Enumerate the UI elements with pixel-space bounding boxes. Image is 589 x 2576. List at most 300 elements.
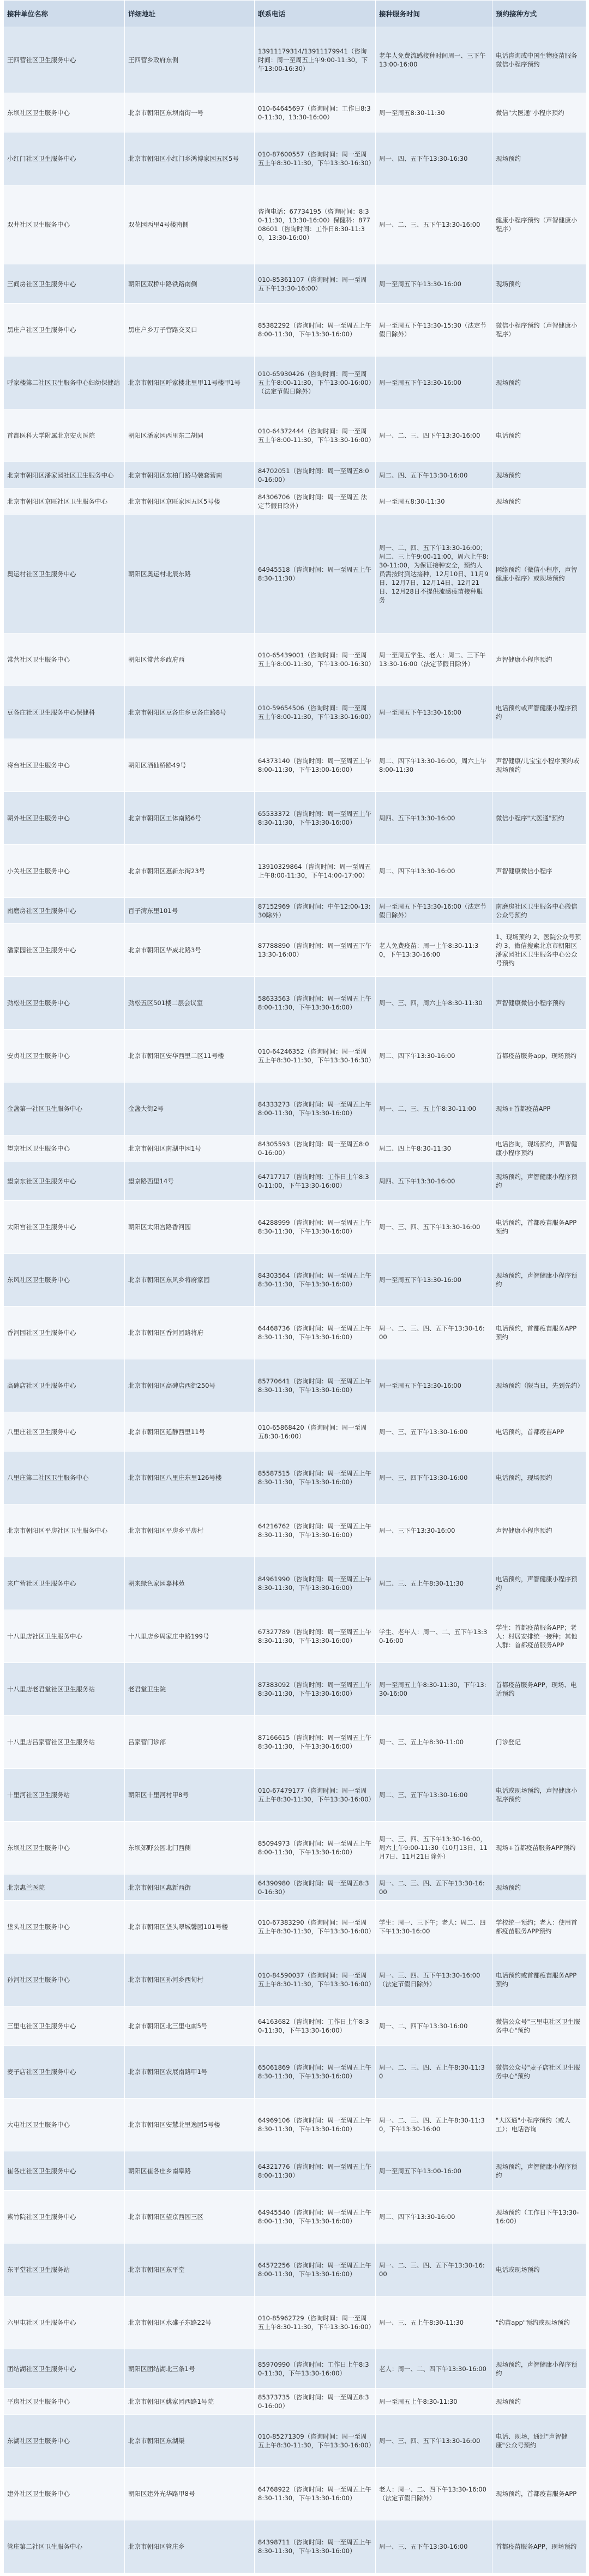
- cell-service-time: 周二、四下午13:30-16:00: [376, 1030, 492, 1083]
- cell-unit-name: 东湖社区卫生服务中心: [4, 2415, 125, 2468]
- table-row: [4, 1254, 586, 1307]
- cell-unit-name: 十里河社区卫生服务站: [4, 1769, 125, 1822]
- table-row: [4, 304, 586, 356]
- cell-phone: 85373735（咨询时间：周一至周五8:30-16:00）: [255, 2388, 376, 2415]
- cell-address: 双花园西里4号楼南侧: [125, 185, 255, 264]
- cell-phone: 64163682（咨询时间：工作日上午8:30-11:30，下午13:30-16:00）: [255, 2006, 376, 2046]
- cell-unit-name: 北京惠兰医院: [4, 1874, 125, 1901]
- cell-unit-name: 常营社区卫生服务中心: [4, 633, 125, 686]
- cell-unit-name: 潘家园社区卫生服务中心: [4, 924, 125, 977]
- table-row: [4, 2006, 586, 2046]
- cell-address: 朝阳区十里河村甲8号: [125, 1769, 255, 1822]
- cell-address: 北京市朝阳区工体南路6号: [125, 792, 255, 845]
- cell-service-time: 周一、三、四、五下午13:30-16:00，周六上午9:00-11:30（10月13日、11月7日、11月21日除外）: [376, 1822, 492, 1874]
- cell-unit-name: 东坝社区卫生服务中心: [4, 93, 125, 132]
- table-row: [4, 1359, 586, 1412]
- cell-unit-name: 安贞社区卫生服务中心: [4, 1030, 125, 1083]
- cell-service-time: 周一、二、三、四、五下午13:30-16:00: [376, 2244, 492, 2296]
- table-row: [4, 2151, 586, 2191]
- cell-address: 北京市朝阳区垡头翠城馨园101号楼: [125, 1901, 255, 1954]
- cell-unit-name: 呼家楼第二社区卫生服务中心妇幼保健站: [4, 356, 125, 409]
- cell-service-time: 周一、二、三、四、五下午13:30-16:00: [376, 1874, 492, 1901]
- cell-booking-method: 微信"大医通"小程序预约: [492, 93, 586, 132]
- cell-unit-name: 十八里店老君堂社区卫生服务站: [4, 1663, 125, 1716]
- cell-address: 北京市朝阳区高碑店西街250号: [125, 1359, 255, 1412]
- cell-address: 朝阳区奥运村北辰东路: [125, 515, 255, 633]
- cell-service-time: 周二、三、五上午8:30-11:30: [376, 1557, 492, 1610]
- cell-address: 朝阳区崔各庄乡南皋路: [125, 2151, 255, 2191]
- table-row: [4, 2388, 586, 2415]
- cell-address: 北京市朝阳区香河园路将府: [125, 1307, 255, 1359]
- cell-address: 朝阳区酒仙桥路49号: [125, 739, 255, 792]
- cell-address: 百子湾东里101号: [125, 898, 255, 924]
- cell-booking-method: 电话预约: [492, 409, 586, 462]
- cell-service-time: 周一、三下午13:30-16:00: [376, 1504, 492, 1557]
- cell-unit-name: 望京社区卫生服务中心: [4, 1135, 125, 1162]
- cell-phone: 84333273（咨询时间：周一至周五上午8:00-11:30，下午13:30-16:00）: [255, 1083, 376, 1135]
- cell-unit-name: 管庄第二社区卫生服务中心: [4, 2520, 125, 2573]
- cell-booking-method: 电话预约或首都疫苗服务APP预约: [492, 1954, 586, 2006]
- cell-unit-name: 南磨房社区卫生服务中心: [4, 898, 125, 924]
- cell-booking-method: 网络预约（微信小程序，声智健康小程序）或现场预约: [492, 515, 586, 633]
- cell-booking-method: 微信公众号"三里屯社区卫生服务中心"预约: [492, 2006, 586, 2046]
- cell-service-time: 周一、三、四、五下午13:30-16:00: [376, 1201, 492, 1254]
- table-header-row: [4, 1, 586, 27]
- cell-service-time: 周一至周五下午13:30-16:00: [376, 1254, 492, 1307]
- cell-unit-name: 三间房社区卫生服务中心: [4, 264, 125, 304]
- table-row: [4, 686, 586, 739]
- cell-phone: 64717717（咨询时间：工作日上午8:30-11:00，下午13:30-16:00）: [255, 1162, 376, 1201]
- table-row: [4, 1307, 586, 1359]
- cell-address: 北京市朝阳区东湖渠: [125, 2415, 255, 2468]
- cell-phone: 85770641（咨询时间：周一至周五上午8:30-11:30，下午13:30-16:00）: [255, 1359, 376, 1412]
- cell-service-time: 周一、三、五上午8:30-11:00: [376, 1716, 492, 1769]
- table-row: [4, 2099, 586, 2151]
- cell-service-time: 老人免费疫苗：周一上午8:30-11:30，下午13:30-16:00: [376, 924, 492, 977]
- cell-unit-name: 八里庄第二社区卫生服务中心: [4, 1452, 125, 1504]
- cell-booking-method: 现场预约: [492, 2388, 586, 2415]
- cell-service-time: 周一至周五上午8:30-11:30，下午13:30-16:00: [376, 1663, 492, 1716]
- cell-address: 劲松五区501楼二层会议室: [125, 977, 255, 1030]
- cell-service-time: 周一、二、三、五上午8:30-11:00: [376, 1083, 492, 1135]
- cell-service-time: 周一、三、四下午13:30-16:00: [376, 1452, 492, 1504]
- cell-booking-method: 首都疫苗服务APP，现场、电话预约: [492, 1663, 586, 1716]
- cell-unit-name: 六里屯社区卫生服务中心: [4, 2296, 125, 2349]
- table-row: [4, 1954, 586, 2006]
- cell-phone: 64373140（咨询时间：周一至周五上午8:00-11:30，下午13:00-16:00）: [255, 739, 376, 792]
- cell-phone: 010-87600557（咨询时间：周一至周五上午8:30-11:30，下午13:30-16:30）: [255, 132, 376, 185]
- cell-service-time: 周一至周五8:30-11:30: [376, 93, 492, 132]
- cell-phone: 13911179314/13911179941（咨询时间：周一至周五上午9:00-11:30，下午13:00-16:30）: [255, 27, 376, 93]
- cell-unit-name: 孙河社区卫生服务中心: [4, 1954, 125, 2006]
- cell-booking-method: 声智健康小程序预约: [492, 1504, 586, 1557]
- table-row: [4, 739, 586, 792]
- cell-service-time: 周一、二、三、四、五下午13:30-16:00: [376, 1307, 492, 1359]
- cell-address: 北京市朝阳区平房乡平房村: [125, 1504, 255, 1557]
- cell-booking-method: 电话预约，现场预约: [492, 1452, 586, 1504]
- cell-address: 北京市朝阳区安华西里二区11号楼: [125, 1030, 255, 1083]
- cell-address: 朝阳区双桥中路铁路南侧: [125, 264, 255, 304]
- cell-booking-method: 现场预约，首都疫苗服务APP: [492, 2468, 586, 2520]
- cell-unit-name: 大屯社区卫生服务中心: [4, 2099, 125, 2151]
- cell-unit-name: 太阳宫社区卫生服务中心: [4, 1201, 125, 1254]
- cell-phone: 010-64372444（咨询时间：周一至周五上午8:00-11:30，下午13:30-16:00）: [255, 409, 376, 462]
- cell-booking-method: 声智健康微信小程序: [492, 845, 586, 898]
- table-row: [4, 1610, 586, 1663]
- cell-phone: 64468736（咨询时间：周一至周五上午8:30-11:30，下午13:30-16:00）: [255, 1307, 376, 1359]
- cell-address: 北京市朝阳区东平堂: [125, 2244, 255, 2296]
- cell-address: 黑庄户乡万子营路交叉口: [125, 304, 255, 356]
- cell-booking-method: 现场预约，声智健康小程序预约: [492, 2349, 586, 2388]
- cell-phone: 84305593（咨询时间：周一至周五8:00-16:00）: [255, 1135, 376, 1162]
- cell-unit-name: 奥运村社区卫生服务中心: [4, 515, 125, 633]
- cell-phone: 64390980（咨询时间：周一至周五8:30-16:30）: [255, 1874, 376, 1901]
- cell-phone: 64216762（咨询时间：周一至周五上午8:30-11:30，下午13:30-16:00）: [255, 1504, 376, 1557]
- cell-phone: 64288999（咨询时间：周一至周五上午8:30-11:30，下午13:30-16:00）: [255, 1201, 376, 1254]
- cell-booking-method: 电话或现场预约: [492, 2244, 586, 2296]
- cell-unit-name: 东风社区卫生服务中心: [4, 1254, 125, 1307]
- table-row: [4, 2046, 586, 2099]
- cell-address: 北京市朝阳区延静西里11号: [125, 1412, 255, 1452]
- table-row: [4, 409, 586, 462]
- cell-address: 东坝郊野公园北门西侧: [125, 1822, 255, 1874]
- cell-address: 北京市朝阳区北三里屯南5号: [125, 2006, 255, 2046]
- cell-phone: 010-64645697（咨询时间：工作日8:30-11:30，13:30-16:00）: [255, 93, 376, 132]
- cell-booking-method: 微信小程序"大医通"预约: [492, 792, 586, 845]
- cell-address: 朝阳区太阳宫路香河园: [125, 1201, 255, 1254]
- cell-booking-method: 电话预约，首都疫苗服务APP预约: [492, 1201, 586, 1254]
- cell-booking-method: 微信公众号"麦子店社区卫生服务中心"预约: [492, 2046, 586, 2099]
- cell-service-time: 学生：周一、三下午；老人：周二、四下午13:30-16:00: [376, 1901, 492, 1954]
- cell-service-time: 周一、二、三、四下午13:30-16:00: [376, 409, 492, 462]
- cell-address: 朝阳区常营乡政府西: [125, 633, 255, 686]
- cell-service-time: 周一、二、三、五下午13:30-16:00: [376, 185, 492, 264]
- cell-address: 望京路西里14号: [125, 1162, 255, 1201]
- cell-unit-name: 北京市朝阳区潘家园社区卫生服务中心: [4, 462, 125, 488]
- cell-phone: 010-65930426（咨询时间：周一至周五上午8:00-11:30，下午13:00-16:00）（法定节假日除外）: [255, 356, 376, 409]
- cell-address: 北京市朝阳区管庄乡: [125, 2520, 255, 2573]
- cell-unit-name: 朝外社区卫生服务中心: [4, 792, 125, 845]
- table-row: [4, 1412, 586, 1452]
- cell-booking-method: 现场+首都疫苗服务APP预约: [492, 1822, 586, 1874]
- table-row: [4, 1201, 586, 1254]
- cell-unit-name: 八里庄社区卫生服务中心: [4, 1412, 125, 1452]
- cell-phone: 84961990（咨询时间：周一至周五上午8:30-11:30，下午13:30-16:00）: [255, 1557, 376, 1610]
- table-row: [4, 1030, 586, 1083]
- table-row: [4, 1135, 586, 1162]
- table-row: [4, 633, 586, 686]
- cell-address: 北京市朝阳区京旺家园五区5号楼: [125, 488, 255, 515]
- cell-booking-method: 现场预约（工作日下午13:30-16:00）: [492, 2191, 586, 2244]
- cell-phone: 87152969（咨询时间：中午12:00-13:30除外）: [255, 898, 376, 924]
- cell-address: 朝阳区潘家园西里东二胡同: [125, 409, 255, 462]
- cell-unit-name: 平房社区卫生服务中心: [4, 2388, 125, 2415]
- cell-unit-name: 紫竹院社区卫生服务中心: [4, 2191, 125, 2244]
- table-row: [4, 185, 586, 264]
- cell-address: 北京市朝阳区华威北路3号: [125, 924, 255, 977]
- cell-unit-name: 劲松社区卫生服务中心: [4, 977, 125, 1030]
- cell-service-time: 老年人免费流感接种时间周一、三下午13:00-16:00: [376, 27, 492, 93]
- cell-unit-name: 十八里店吕家营社区卫生服务站: [4, 1716, 125, 1769]
- cell-phone: 010-85271309（咨询时间：周一至周五上午8:30-11:30，下午13:30-16:00）: [255, 2415, 376, 2468]
- table-row: [4, 1663, 586, 1716]
- table-row: [4, 1769, 586, 1822]
- cell-service-time: 周一、二、三、四、五上午8:30-11:30: [376, 2046, 492, 2099]
- cell-address: 王四营乡政府东侧: [125, 27, 255, 93]
- cell-service-time: 周一至周五下午13:30-15:30（法定节假日除外）: [376, 304, 492, 356]
- cell-booking-method: 现场预约: [492, 132, 586, 185]
- table-row: [4, 898, 586, 924]
- table-row: [4, 264, 586, 304]
- cell-unit-name: 豆各庄社区卫生服务中心保健科: [4, 686, 125, 739]
- cell-booking-method: 现场预约: [492, 356, 586, 409]
- cell-phone: 010-85361107（咨询时间：周一至周五下午13:30-16:00）: [255, 264, 376, 304]
- cell-address: 北京市朝阳区小红门乡鸿博家园五区5号: [125, 132, 255, 185]
- cell-booking-method: "约苗app"预约或现场预约: [492, 2296, 586, 2349]
- cell-unit-name: 垡头社区卫生服务中心: [4, 1901, 125, 1954]
- cell-unit-name: 建外社区卫生服务中心: [4, 2468, 125, 2520]
- table-row: [4, 132, 586, 185]
- cell-service-time: 周一、二、四、五下午13:30-16:00；周二、三上午9:00-11:00，周六上午8:30-11:00，为保证接种安全，预约人员需按时到达接种，12月10日、11月9日、12月7日、12月14日、12月21日、12月28日不提供流感疫苗接种服务: [376, 515, 492, 633]
- cell-service-time: 周一、三、五下午13:30-16:00: [376, 2520, 492, 2573]
- cell-booking-method: 现场预约: [492, 488, 586, 515]
- cell-phone: 010-64246352（咨询时间：周一至周五上午8:30-11:30，下午13:30-16:30）: [255, 1030, 376, 1083]
- table-row: [4, 2468, 586, 2520]
- table-row: [4, 2191, 586, 2244]
- cell-phone: 64969106（咨询时间：周一至周五上午8:30-11:30，下午13:30-16:00）: [255, 2099, 376, 2151]
- cell-booking-method: 现场预约，声智健康小程序预约: [492, 2151, 586, 2191]
- cell-address: 北京市朝阳区农展南路甲1号: [125, 2046, 255, 2099]
- cell-booking-method: 南磨房社区卫生服务中心微信公众号预约: [492, 898, 586, 924]
- cell-address: 北京市朝阳区惠新东街23号: [125, 845, 255, 898]
- table-row: [4, 845, 586, 898]
- table-row: [4, 1822, 586, 1874]
- cell-unit-name: 北京市朝阳区京旺社区卫生服务中心: [4, 488, 125, 515]
- cell-address: 北京市朝阳区八里庄东里126号楼: [125, 1452, 255, 1504]
- cell-booking-method: 微信小程序预约（声智健康小程序）: [492, 304, 586, 356]
- table-row: [4, 1874, 586, 1901]
- table-row: [4, 2296, 586, 2349]
- cell-unit-name: 小关社区卫生服务中心: [4, 845, 125, 898]
- cell-unit-name: 麦子店社区卫生服务中心: [4, 2046, 125, 2099]
- cell-booking-method: 电话咨询，现场预约，声智健康小程序预约: [492, 1135, 586, 1162]
- table-row: [4, 1716, 586, 1769]
- table-row: [4, 1452, 586, 1504]
- cell-service-time: 周二、四下午13:30-16:00，周六上午8:00-11:30: [376, 739, 492, 792]
- cell-booking-method: 电话预约，声智健康小程序预约: [492, 1557, 586, 1610]
- cell-phone: 010-65868420（咨询时间：周一至周五8:30-16:00）: [255, 1412, 376, 1452]
- cell-booking-method: 现场+首都疫苗APP: [492, 1083, 586, 1135]
- table-row: [4, 27, 586, 93]
- table-row: [4, 1083, 586, 1135]
- cell-unit-name: 团结湖社区卫生服务中心: [4, 2349, 125, 2388]
- cell-booking-method: 现场预约: [492, 462, 586, 488]
- cell-unit-name: 香河园社区卫生服务中心: [4, 1307, 125, 1359]
- cell-booking-method: 电话预约，首都疫苗服务APP预约: [492, 1307, 586, 1359]
- cell-unit-name: 首都医科大学附属北京安贞医院: [4, 409, 125, 462]
- cell-phone: 85382292（咨询时间：周一至周五上午8:00-11:30，下午13:30-16:00）: [255, 304, 376, 356]
- cell-phone: 58633563（咨询时间：周一至周五上午8:00-11:30，下午13:30-16:00）: [255, 977, 376, 1030]
- cell-booking-method: 电话、现场，通过"声智健康"公众号预约: [492, 2415, 586, 2468]
- cell-address: 北京市朝阳区望京西园三区: [125, 2191, 255, 2244]
- cell-booking-method: 健康小程序预约（声智健康小程序）: [492, 185, 586, 264]
- cell-service-time: 周一、三、四、五下午13:30-16:00（法定节假日除外）: [376, 1954, 492, 2006]
- table-row: [4, 924, 586, 977]
- cell-phone: 010-67479177（咨询时间：周一至周五上午8:30-11:30，下午13:30-16:00）: [255, 1769, 376, 1822]
- cell-phone: 010-59654506（咨询时间：周一至周五上午8:00-11:30，下午13:30-16:00）: [255, 686, 376, 739]
- cell-unit-name: 东坝社区卫生服务中心: [4, 1822, 125, 1874]
- cell-booking-method: 现场预约: [492, 264, 586, 304]
- table-row: [4, 977, 586, 1030]
- cell-phone: 64945518（咨询时间：周一至周五上午8:30-11:30）: [255, 515, 376, 633]
- cell-service-time: 老人：周一、二、四下午13:30-16:00（法定节假日除外）: [376, 2468, 492, 2520]
- cell-booking-method: 学生：首都疫苗服务APP；老人：村居安排统一接种；其他人群：首都疫苗服务APP: [492, 1610, 586, 1663]
- cell-phone: 64945540（咨询时间：周一至周五上午8:00-11:30，下午13:30-16:00）: [255, 2191, 376, 2244]
- cell-address: 北京市朝阳区孙河乡西甸村: [125, 1954, 255, 2006]
- cell-service-time: 周二、四下午13:30-16:00: [376, 2191, 492, 2244]
- cell-service-time: 周一、二、三、四、五上午8:30-11:30，下午13:30-16:00: [376, 2099, 492, 2151]
- cell-unit-name: 双井社区卫生服务中心: [4, 185, 125, 264]
- cell-address: 十八里店乡周家庄中路199号: [125, 1610, 255, 1663]
- table-row: [4, 93, 586, 132]
- cell-unit-name: 东平堂社区卫生服务站: [4, 2244, 125, 2296]
- cell-service-time: 周一至周五下午13:30-16:00: [376, 1359, 492, 1412]
- cell-address: 朝来绿色家园嘉林苑: [125, 1557, 255, 1610]
- header-booking-method: 预约接种方式: [492, 1, 586, 27]
- cell-phone: 65061869（咨询时间：周一至周五上午8:30-11:30，下午13:30-16:00）: [255, 2046, 376, 2099]
- cell-phone: 87166615（咨询时间：周一至周五上午8:30-11:30，下午13:30-16:00）: [255, 1716, 376, 1769]
- cell-booking-method: 声智健康微信小程序预约: [492, 977, 586, 1030]
- cell-phone: 咨询电话：67734195（咨询时间：8:30-11:30，13:30-16:00）保健科：87708601（咨询时间：工作日8:30-11:30，13:30-16:00）: [255, 185, 376, 264]
- cell-phone: 84306706（咨询时间：周一至周五 法定节假日除外）: [255, 488, 376, 515]
- cell-address: 北京市朝阳区南湖中园1号: [125, 1135, 255, 1162]
- cell-phone: 64768922（咨询时间：周一至周五上午8:30-11:30，下午13:30-16:00）: [255, 2468, 376, 2520]
- cell-booking-method: 门诊登记: [492, 1716, 586, 1769]
- cell-booking-method: 电话预约，首都疫苗APP: [492, 1412, 586, 1452]
- cell-service-time: 周一至周五下午13:30-16:00: [376, 356, 492, 409]
- table-row: [4, 2349, 586, 2388]
- table-row: [4, 1504, 586, 1557]
- cell-phone: 87383092（咨询时间：周一至周五上午8:30-11:30，下午13:30-16:00）: [255, 1663, 376, 1716]
- cell-phone: 65533372（咨询时间：周一至周五上午8:30-11:30，下午13:30-16:00）: [255, 792, 376, 845]
- cell-unit-name: 北京市朝阳区平房社区卫生服务中心: [4, 1504, 125, 1557]
- cell-unit-name: 望京东社区卫生服务中心: [4, 1162, 125, 1201]
- cell-phone: 84303564（咨询时间：周一至周五上午8:30-11:30，下午13:30-16:00）: [255, 1254, 376, 1307]
- table-row: [4, 515, 586, 633]
- cell-unit-name: 王四营社区卫生服务中心: [4, 27, 125, 93]
- cell-address: 北京市朝阳区呼家楼北里甲11号楼甲1号: [125, 356, 255, 409]
- cell-service-time: 周一至周五下午13:30-16:00（法定节假日除外）: [376, 898, 492, 924]
- cell-address: 北京市朝阳区惠新西街: [125, 1874, 255, 1901]
- table-row: [4, 2244, 586, 2296]
- cell-service-time: 学生、老年人：周一、二、五下午13:30-16:00: [376, 1610, 492, 1663]
- cell-phone: 64572256（咨询时间：周一至周五上午8:00-11:30，下午13:30-16:00）: [255, 2244, 376, 2296]
- cell-service-time: 周四、五下午13:30-16:00: [376, 1162, 492, 1201]
- cell-phone: 67327789（咨询时间：周一至周五上午8:30-11:30，下午13:30-16:00）: [255, 1610, 376, 1663]
- cell-address: 北京市朝阳区东风乡将府家园: [125, 1254, 255, 1307]
- cell-address: 北京市朝阳区水碓子东路22号: [125, 2296, 255, 2349]
- cell-service-time: 周一至周五上午8:30-11:30: [376, 2388, 492, 2415]
- cell-booking-method: 电话咨询或中国生物疫苗服务微信小程序预约: [492, 27, 586, 93]
- cell-service-time: 周一至周五下午13:30-16:00: [376, 686, 492, 739]
- cell-booking-method: 声智健康/儿宝宝小程序预约或现场预约: [492, 739, 586, 792]
- cell-service-time: 周一、三、五下午13:30-16:00: [376, 1412, 492, 1452]
- cell-address: 吕家营门诊部: [125, 1716, 255, 1769]
- cell-phone: 64321776（咨询时间：周一至周五上午8:00-11:30）: [255, 2151, 376, 2191]
- cell-address: 北京市朝阳区东柏门路马装套营南: [125, 462, 255, 488]
- cell-phone: 010-84590037（咨询时间：周一至周五上午8:30-11:30，下午13:30-16:00）: [255, 1954, 376, 2006]
- cell-service-time: 周四、五下午13:30-16:00: [376, 792, 492, 845]
- cell-phone: 13910329864（咨询时间：周一至周五上午8:00-11:30，下午14:00-17:00）: [255, 845, 376, 898]
- cell-service-time: 周一、三、四，周六上午8:30-11:30: [376, 977, 492, 1030]
- vaccine-sites-table: [3, 0, 586, 2573]
- cell-unit-name: 三里屯社区卫生服务中心: [4, 2006, 125, 2046]
- table-row: [4, 462, 586, 488]
- cell-address: 北京市朝阳区安慧北里逸园5号楼: [125, 2099, 255, 2151]
- cell-booking-method: 学校统一预约；老人：使用首都疫苗服务APP预约: [492, 1901, 586, 1954]
- cell-booking-method: "大医通"小程序预约（或人工）；电话咨询: [492, 2099, 586, 2151]
- cell-unit-name: 黑庄户社区卫生服务中心: [4, 304, 125, 356]
- cell-service-time: 周一、三、五上午8:30-11:30: [376, 2296, 492, 2349]
- cell-phone: 010-65439001（咨询时间：周一至周五上午8:00-11:30，下午13:00-16:30）: [255, 633, 376, 686]
- cell-address: 北京市朝阳区姚家园西路1号院: [125, 2388, 255, 2415]
- cell-address: 朝阳区建外光华路甲8号: [125, 2468, 255, 2520]
- cell-unit-name: 高碑店社区卫生服务中心: [4, 1359, 125, 1412]
- header-phone: 联系电话: [255, 1, 376, 27]
- cell-phone: 87788890（咨询时间：周一至周五下午13:30-16:00）: [255, 924, 376, 977]
- cell-unit-name: 将台社区卫生服务中心: [4, 739, 125, 792]
- table-row: [4, 488, 586, 515]
- header-service-time: 接种服务时间: [376, 1, 492, 27]
- cell-phone: 85587515（咨询时间：周一至周五上午8:30-11:30，下午13:30-16:00）: [255, 1452, 376, 1504]
- cell-service-time: 周一至周五下午13:00-16:00: [376, 2151, 492, 2191]
- cell-service-time: 周一至周五学生、老人：周二、三下午13:30-16:00（法定节假日除外）: [376, 633, 492, 686]
- cell-booking-method: 现场预约（限当日，先到先约）: [492, 1359, 586, 1412]
- cell-service-time: 周一至周五8:30-11:30: [376, 488, 492, 515]
- cell-booking-method: 电话预约或声智健康小程序预约: [492, 686, 586, 739]
- table-row: [4, 1901, 586, 1954]
- table-row: [4, 1162, 586, 1201]
- cell-unit-name: 崔各庄社区卫生服务中心: [4, 2151, 125, 2191]
- cell-booking-method: 首都疫苗服务app，现场预约: [492, 1030, 586, 1083]
- cell-service-time: 周一、三、四、五下午13:30-16:00: [376, 2415, 492, 2468]
- cell-service-time: 周二、四上午8:30-11:30: [376, 1135, 492, 1162]
- cell-service-time: 周一、二、四下午13:30-16:00: [376, 2006, 492, 2046]
- table-row: [4, 1557, 586, 1610]
- table-row: [4, 356, 586, 409]
- header-unit-name: 接种单位名称: [4, 1, 125, 27]
- cell-address: 老君堂卫生院: [125, 1663, 255, 1716]
- cell-phone: 010-67383290（咨询时间：周一至周五上午8:30-11:30，下午13:30-16:00）: [255, 1901, 376, 1954]
- cell-phone: 010-85962729（咨询时间：周一至周五上午8:30-11:30，下午13:30-16:00）: [255, 2296, 376, 2349]
- cell-booking-method: 声智健康小程序预约: [492, 633, 586, 686]
- cell-unit-name: 金盏第一社区卫生服务中心: [4, 1083, 125, 1135]
- cell-booking-method: 现场预约，声智健康小程序预约: [492, 1254, 586, 1307]
- cell-address: 北京市朝阳区东坝南街一号: [125, 93, 255, 132]
- cell-address: 北京市朝阳区豆各庄乡豆各庄路8号: [125, 686, 255, 739]
- cell-phone: 84702051（咨询时间：周一至周五8:00-16:00）: [255, 462, 376, 488]
- cell-phone: 85970990（咨询时间：工作日上午8:30-11:30，下午13:30-16:00）: [255, 2349, 376, 2388]
- cell-booking-method: 现场预约，声智健康小程序预约: [492, 1162, 586, 1201]
- header-address: 详细地址: [125, 1, 255, 27]
- cell-booking-method: 1、现场预约 2、医院公众号预约 3、微信搜索北京市朝阳区潘家园社区卫生服务中心公众号预约: [492, 924, 586, 977]
- cell-service-time: 周二、四、五下午13:30-16:00: [376, 462, 492, 488]
- cell-address: 金盏大街2号: [125, 1083, 255, 1135]
- table-row: [4, 2520, 586, 2573]
- cell-unit-name: 来广营社区卫生服务中心: [4, 1557, 125, 1610]
- table-row: [4, 2415, 586, 2468]
- table-row: [4, 792, 586, 845]
